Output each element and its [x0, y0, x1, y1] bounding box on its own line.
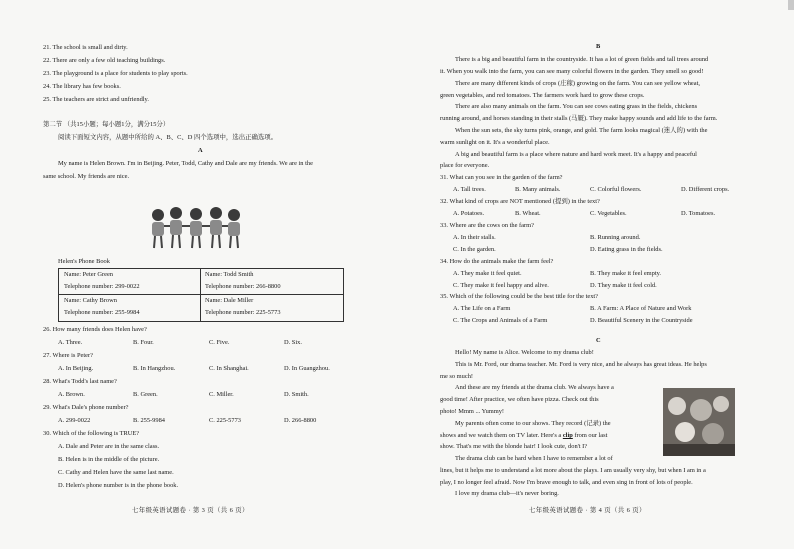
- passage-b-line: There is a big and beautiful farm in the countryside. It has a lot of green fields and tall trees around: [455, 56, 709, 63]
- statement-22: 22. There are only a few old teaching buildings.: [43, 57, 166, 64]
- option: A. The Life on a Farm: [453, 305, 511, 312]
- option: D. Beautiful Scenery in the Countryside: [590, 317, 693, 324]
- passage-c-line: The drama club can be hard when I have to remember a lot of: [455, 455, 613, 462]
- statement-21: 21. The school is small and dirty.: [43, 44, 128, 51]
- passage-b-line: running around, and horses standing in their stalls (马厩). They make happy sounds and add life to the farm.: [440, 115, 718, 122]
- option: C. In Shanghai.: [209, 365, 249, 372]
- option: D. Six.: [284, 339, 302, 346]
- option: C. The Crops and Animals of a Farm: [453, 317, 548, 324]
- option: B. Running around.: [590, 234, 641, 241]
- passage-c-clip-line: shows and we watch them on TV later. Here's a clip from our last: [440, 432, 608, 439]
- option: A. In Beijing.: [58, 365, 94, 372]
- option: C. 225-5773: [209, 417, 241, 424]
- question-32: 32. What kind of crops are NOT mentioned (提到) in the text?: [440, 198, 600, 205]
- option: B. Helen is in the middle of the picture.: [58, 456, 160, 463]
- option: B. Many animals.: [515, 186, 561, 193]
- option: C. Five.: [209, 339, 230, 346]
- option: A. 299-0022: [58, 417, 91, 424]
- option: B. A Farm: A Place of Nature and Work: [590, 305, 692, 312]
- entry-2-phone: Telephone number: 266-8800: [205, 283, 281, 290]
- option: A. Dale and Peter are in the same class.: [58, 443, 160, 450]
- section-title: 第二节 （共15小题；每小题1分，满分15分）: [43, 121, 170, 128]
- passage-c-line: And these are my friends at the drama club. We always have a: [455, 384, 614, 391]
- entry-2-name: Name: Todd Smith: [205, 271, 254, 278]
- passage-c-line: I love my drama club—it's never boring.: [455, 490, 559, 497]
- option: D. Eating grass in the fields.: [590, 246, 663, 253]
- passage-b-line: When the sun sets, the sky turns pink, orange, and gold. The farm looks magical (迷人的) with the: [455, 127, 708, 134]
- option: C. In the garden.: [453, 246, 496, 253]
- passage-b-line: A big and beautiful farm is a place where nature and hard work meet. It's a happy and peaceful: [455, 151, 697, 158]
- passage-a-label: A: [198, 147, 203, 154]
- right-page: [397, 0, 794, 549]
- option: B. They make it feel empty.: [590, 270, 661, 277]
- option: A. Tall trees.: [453, 186, 486, 193]
- entry-1-phone: Telephone number: 299-0022: [64, 283, 140, 290]
- passage-c-line: Hello! My name is Alice. Welcome to my drama club!: [455, 349, 594, 356]
- option: A. Three.: [58, 339, 83, 346]
- passage-b-line: green vegetables, and red tomatoes. The farmers work hard to grow these crops.: [440, 92, 645, 99]
- statement-24: 24. The library has few books.: [43, 83, 121, 90]
- option: A. They make it feel quiet.: [453, 270, 522, 277]
- option: A. Brown.: [58, 391, 85, 398]
- passage-b-line: There are many different kinds of crops (庄稼) growing on the farm. You can see yellow wheat,: [455, 80, 700, 87]
- phone-book-table: [58, 268, 344, 322]
- option: D. 266-8800: [284, 417, 317, 424]
- passage-b-line: it. When you walk into the farm, you can see many colorful flowers in the garden. They smell so good!: [440, 68, 704, 75]
- option: C. Vegetables.: [590, 210, 627, 217]
- statement-25: 25. The teachers are strict and unfriendly.: [43, 96, 149, 103]
- passage-b-line: There are also many animals on the farm. You can see cows eating grass in the fields, chickens: [455, 103, 698, 110]
- question-34: 34. How do the animals make the farm feel?: [440, 258, 554, 265]
- passage-a-line-1: My name is Helen Brown. I'm in Beijing. Peter, Todd, Cathy and Dale are my friends. We are in the: [58, 160, 313, 167]
- option: D. Smith.: [284, 391, 309, 398]
- passage-c-line: show. That's me with the blonde hair! I look cute, don't I?: [440, 443, 588, 450]
- option: B. Wheat.: [515, 210, 541, 217]
- option: C. Colorful flowers.: [590, 186, 642, 193]
- passage-c-line: good time! After practice, we often have pizza. Check out this: [440, 396, 599, 403]
- question-35: 35. Which of the following could be the best title for the text?: [440, 293, 599, 300]
- option: D. Tomatoes.: [681, 210, 716, 217]
- clip-word: clip: [562, 432, 573, 439]
- passage-c-label: C: [596, 337, 601, 344]
- question-26: 26. How many friends does Helen have?: [43, 326, 147, 333]
- option: D. Helen's phone number is in the phone book.: [58, 482, 179, 489]
- option: B. Green.: [133, 391, 158, 398]
- page-edge-mark: [788, 0, 794, 10]
- passage-c-line: lines, but it helps me to understand a lot more about the plays. I am usually very shy, but when I am in a: [440, 467, 706, 474]
- passage-c-line: photo! Mmm ... Yummy!: [440, 408, 505, 415]
- statement-23: 23. The playground is a place for students to play sports.: [43, 70, 188, 77]
- question-30: 30. Which of the following is TRUE?: [43, 430, 140, 437]
- option: D. They make it feel cold.: [590, 282, 657, 289]
- entry-3-phone: Telephone number: 255-9984: [64, 309, 140, 316]
- option: D. Different crops.: [681, 186, 730, 193]
- drama-club-photo: [663, 388, 735, 456]
- section-instruction: 阅读下面短文内容，从题中所给的 A、B、C、D 四个选项中，选出正确选项。: [58, 134, 278, 141]
- passage-c-line: This is Mr. Ford, our drama teacher. Mr. Ford is very nice, and he always has great ideas. He helps: [455, 361, 707, 368]
- passage-a-line-2: same school. My friends are nice.: [43, 173, 130, 180]
- passage-c-line: play, I no longer feel afraid. Now I'm brave enough to talk, and even sing in front of lots of people.: [440, 479, 693, 486]
- entry-4-name: Name: Dale Miller: [205, 297, 254, 304]
- passage-b-line: warm sunlight on it. It's a wonderful place.: [440, 139, 550, 146]
- question-29: 29. What's Dale's phone number?: [43, 404, 129, 411]
- option: B. 255-9984: [133, 417, 165, 424]
- passage-c-line: me so much!: [440, 373, 474, 380]
- passage-b-line: place for everyone.: [440, 162, 490, 169]
- question-27: 27. Where is Peter?: [43, 352, 93, 359]
- option: C. Miller.: [209, 391, 234, 398]
- entry-3-name: Name: Cathy Brown: [64, 297, 117, 304]
- entry-1-name: Name: Peter Green: [64, 271, 113, 278]
- passage-c-line: My parents often come to our shows. They record (记录) the: [455, 420, 611, 427]
- option: C. They make it feel happy and alive.: [453, 282, 549, 289]
- entry-4-phone: Telephone number: 225-5773: [205, 309, 281, 316]
- question-31: 31. What can you see in the garden of the farm?: [440, 174, 563, 181]
- option: B. In Hangzhou.: [133, 365, 176, 372]
- option: A. In their stalls.: [453, 234, 496, 241]
- option: C. Cathy and Helen have the same last name.: [58, 469, 174, 476]
- photo-figures: [663, 388, 735, 456]
- option: A. Potatoes.: [453, 210, 485, 217]
- page-footer-3: 七年级英语试题卷 · 第 3 页（共 6 页）: [132, 507, 249, 514]
- option: B. Four.: [133, 339, 154, 346]
- question-33: 33. Where are the cows on the farm?: [440, 222, 534, 229]
- option: D. In Guangzhou.: [284, 365, 330, 372]
- question-28: 28. What's Todd's last name?: [43, 378, 117, 385]
- phone-book-title: Helen's Phone Book: [58, 258, 110, 265]
- children-group-illustration: [146, 206, 246, 250]
- passage-b-label: B: [596, 43, 601, 50]
- page-footer-4: 七年级英语试题卷 · 第 4 页（共 6 页）: [529, 507, 646, 514]
